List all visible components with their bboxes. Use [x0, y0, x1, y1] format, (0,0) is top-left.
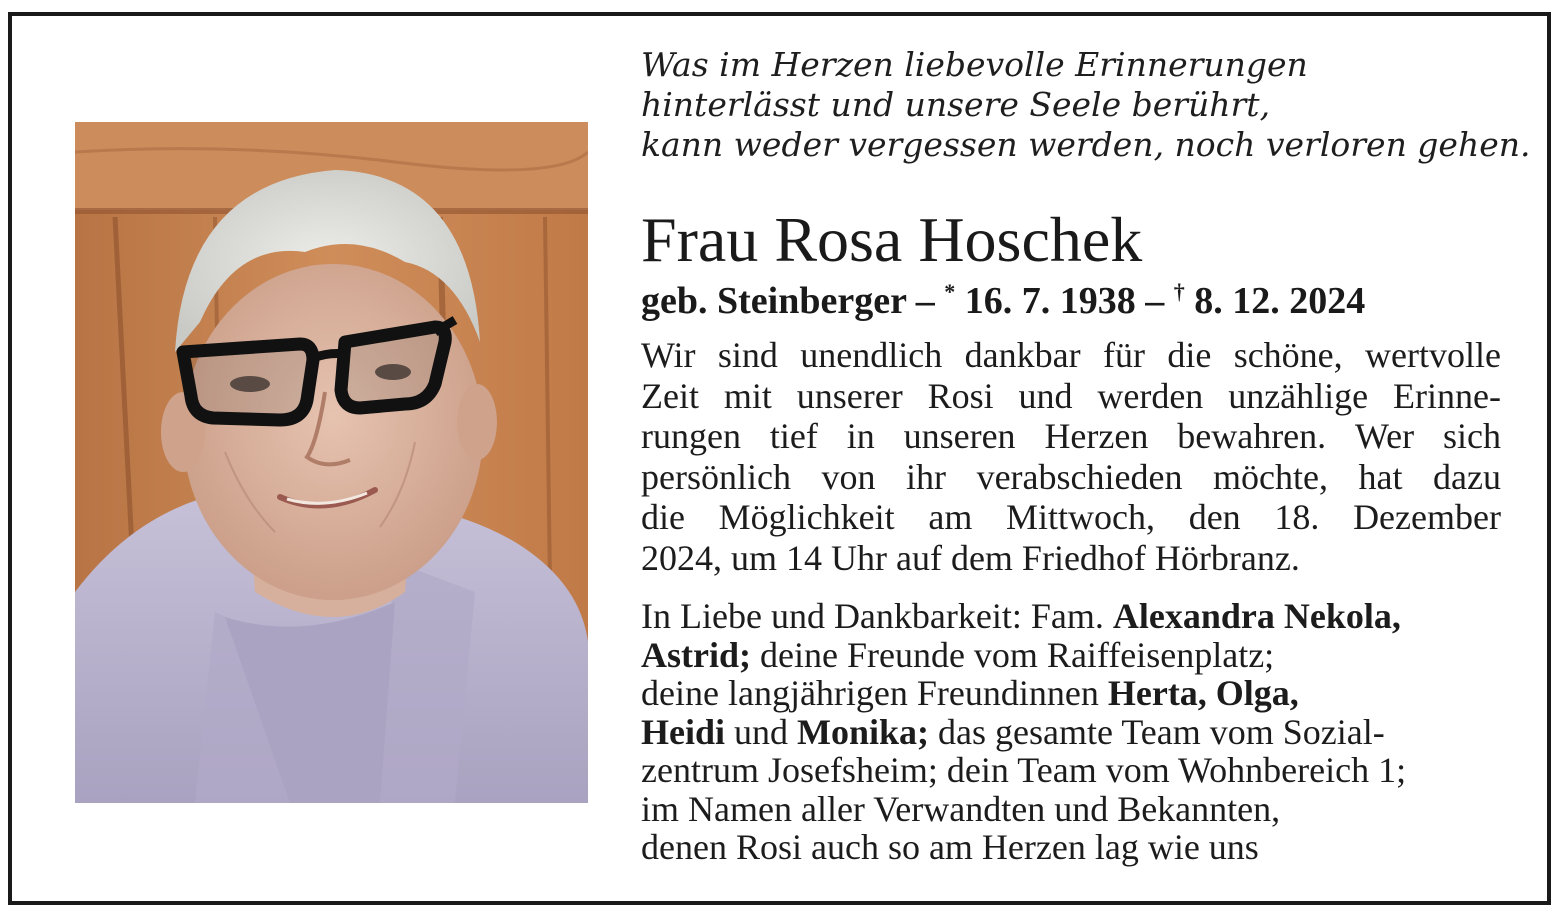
- message-line: [641, 497, 1501, 538]
- message-word: Rosi: [927, 375, 994, 416]
- message-word: am: [928, 497, 973, 537]
- message-line: [641, 376, 1501, 417]
- message-word: sich: [1442, 416, 1501, 456]
- message-word: die: [641, 497, 685, 537]
- birth-date: 16. 7. 1938: [955, 280, 1136, 322]
- quote-line: Was im Herzen liebevolle Erinnerungen: [641, 45, 1308, 84]
- dash-separator: –: [1135, 280, 1174, 322]
- quote-line: hinterlässt und unsere Seele berührt,: [641, 85, 1271, 124]
- thanks-line: denen Rosi auch so am Herzen lag wie uns: [641, 827, 1259, 867]
- message-word: hat: [1358, 456, 1403, 497]
- thanks-text: das gesamte Team vom Sozial-: [929, 711, 1385, 752]
- message-word: unseren: [903, 416, 1016, 456]
- deceased-name: Frau Rosa Hoschek: [641, 204, 1143, 275]
- message-word: werden: [1097, 375, 1204, 416]
- thanks-intro: In Liebe und Dankbarkeit: Fam.: [641, 596, 1113, 636]
- maiden-name: geb. Steinberger: [641, 280, 907, 322]
- thanks-line: zentrum Josefsheim; dein Team vom Wohnbereich 1;: [641, 750, 1407, 790]
- obituary-text: [641, 45, 1531, 867]
- thanks-line: [641, 674, 1521, 713]
- message-word: und: [1018, 375, 1073, 416]
- quote-line: kann weder vergessen werden, noch verloren gehen.: [641, 125, 1531, 164]
- life-dates: [641, 279, 1365, 323]
- message-word: 18.: [1274, 497, 1320, 537]
- message-word: Herzen: [1044, 416, 1149, 456]
- message-word: Mittwoch,: [1006, 497, 1156, 537]
- thanks-text: und: [725, 711, 798, 752]
- message-word: unserer: [796, 375, 903, 416]
- farewell-message: [641, 335, 1501, 578]
- message-word: ihr: [906, 456, 947, 497]
- message-word: Möglichkeit: [718, 497, 895, 537]
- message-word: in: [846, 416, 875, 456]
- message-word: wertvolle: [1365, 335, 1501, 375]
- message-line: [641, 457, 1501, 498]
- friend-names: Heidi: [641, 711, 726, 752]
- thanks-text: deine langjährigen Freundinnen: [641, 673, 1108, 713]
- message-word: für: [1102, 335, 1145, 375]
- message-word: rungen: [641, 416, 741, 456]
- message-word: persönlich: [641, 456, 791, 497]
- message-line: 2024, um 14 Uhr auf dem Friedhof Hörbranz.: [641, 537, 1300, 578]
- message-word: mit: [723, 375, 772, 416]
- message-word: Dezember: [1353, 497, 1501, 537]
- message-word: unzählige: [1228, 375, 1369, 416]
- friend-names: Monika;: [797, 711, 930, 752]
- message-word: Zeit: [641, 375, 699, 416]
- message-word: unendlich: [800, 335, 943, 375]
- thanks-line: [641, 713, 1521, 752]
- message-word: Wir: [641, 335, 696, 375]
- message-word: dankbar: [964, 335, 1081, 375]
- thanks-text: deine Freunde vom Raiffeisenplatz;: [751, 634, 1275, 675]
- portrait-photo: [75, 122, 588, 803]
- message-word: von: [821, 456, 876, 497]
- birth-symbol-icon: *: [944, 279, 956, 304]
- memorial-quote: [641, 45, 1531, 165]
- friend-names: Herta, Olga,: [1107, 673, 1299, 713]
- message-word: sind: [717, 335, 778, 375]
- message-word: verabschieden: [976, 456, 1183, 497]
- thanks-line: im Namen aller Verwandten und Bekannten,: [641, 788, 1281, 829]
- message-word: schöne,: [1233, 335, 1343, 375]
- message-word: Erinne-: [1393, 375, 1501, 416]
- message-word: bewahren.: [1177, 416, 1327, 456]
- death-cross-icon: †: [1173, 279, 1185, 304]
- message-word: den: [1188, 497, 1241, 537]
- message-word: tief: [769, 416, 818, 456]
- family-name: Alexandra Nekola,: [1112, 596, 1401, 636]
- message-line: [641, 416, 1501, 457]
- death-date: 8. 12. 2024: [1184, 280, 1366, 322]
- message-word: möchte,: [1213, 456, 1328, 497]
- dash-separator: –: [906, 280, 945, 322]
- message-word: dazu: [1433, 456, 1501, 497]
- family-name: Astrid;: [641, 634, 751, 675]
- thanks-line: [641, 597, 1521, 636]
- thanks-section: [641, 597, 1521, 867]
- message-word: Wer: [1355, 416, 1415, 456]
- thanks-line: [641, 636, 1521, 675]
- message-line: [641, 335, 1501, 376]
- message-word: die: [1167, 335, 1212, 375]
